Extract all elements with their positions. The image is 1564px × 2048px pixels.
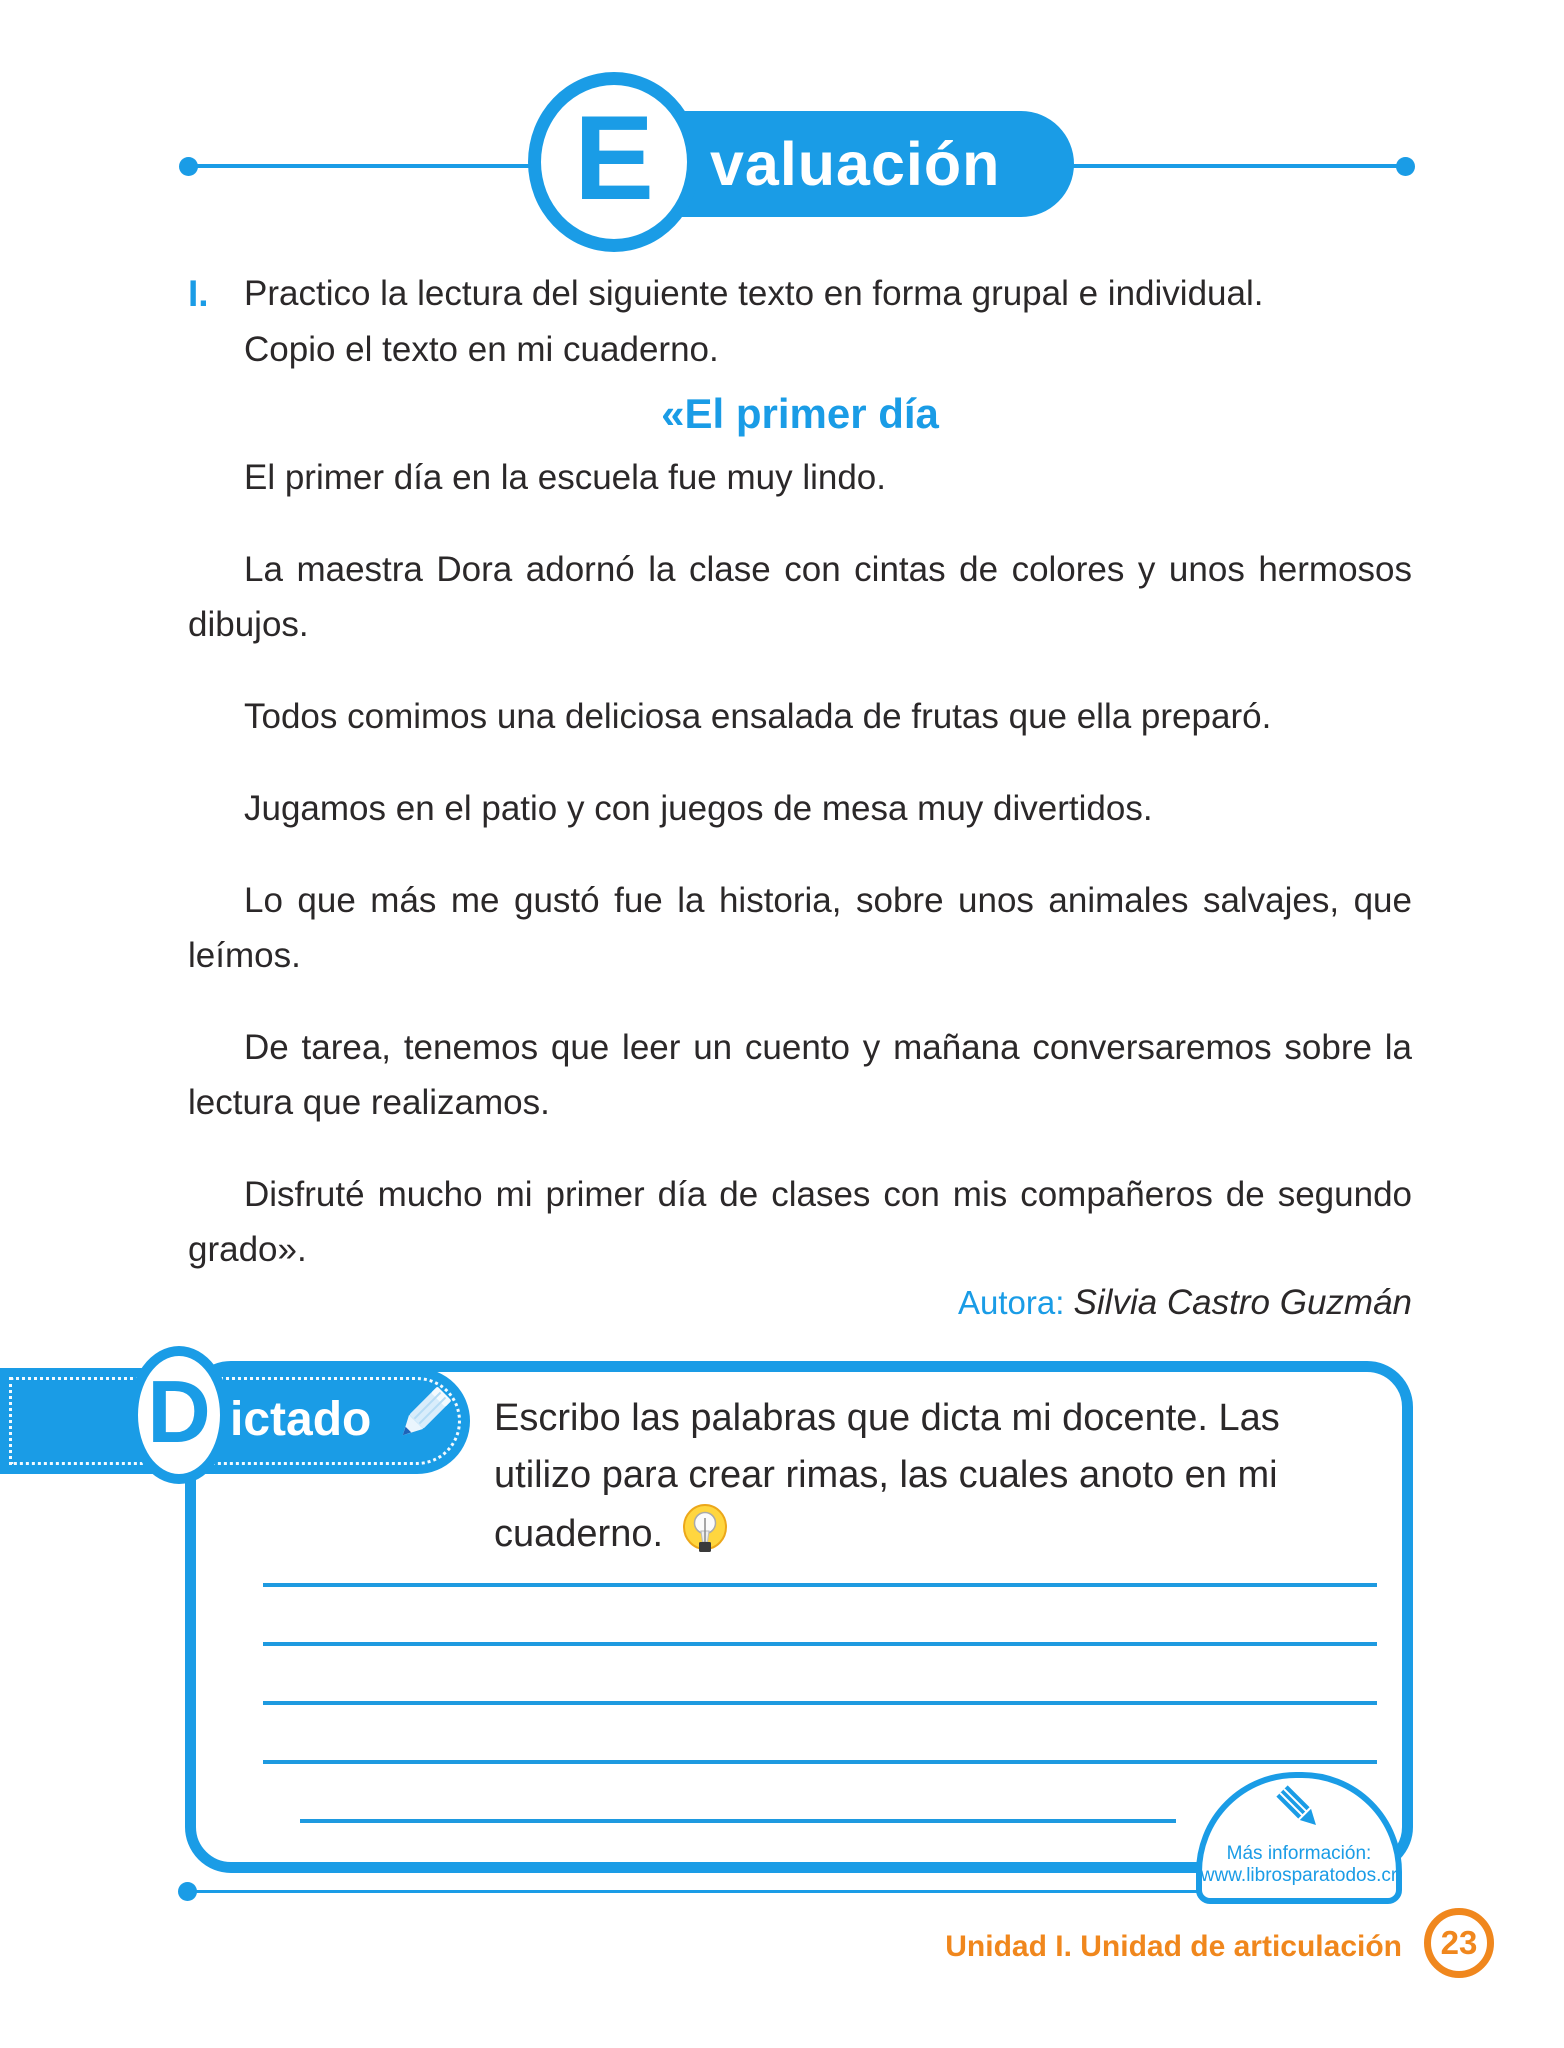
- dictado-initial-letter: D: [147, 1362, 211, 1461]
- writing-line: [263, 1701, 1377, 1705]
- writing-line: [263, 1642, 1377, 1646]
- writing-line: [300, 1819, 1176, 1823]
- dictado-banner: [0, 1362, 470, 1474]
- author-line: [188, 1283, 1412, 1323]
- reading-paragraph: Todos comimos una deliciosa ensalada de frutas que ella preparó.: [244, 697, 1272, 736]
- exercise-number: I.: [188, 273, 209, 314]
- dictado-banner-label: ictado: [230, 1393, 372, 1446]
- reading-paragraph: La maestra Dora adornó la clase con cintas de colores y unos hermosos dibujos.: [188, 550, 1412, 644]
- dictado-instruction: [494, 1390, 1330, 1575]
- header-initial-letter: E: [573, 91, 655, 225]
- more-info-line1: Más información:: [1226, 1843, 1372, 1864]
- reading-paragraph: Lo que más me gustó fue la historia, sobre unos animales salvajes, que leímos.: [188, 881, 1412, 975]
- exercise-item: [188, 266, 1416, 378]
- dictado-instruction-text: Escribo las palabras que dicta mi docente. Las utilizo para crear rimas, las cuales anoto en mi cuaderno.: [494, 1397, 1280, 1555]
- header-rule-right-dot: [1396, 157, 1415, 176]
- pencil-icon: [378, 1378, 460, 1465]
- reading-title: «El primer día: [661, 390, 939, 437]
- exercise-instruction-line1: Practico la lectura del siguiente texto en forma grupal e individual.: [244, 274, 1264, 313]
- page-number-badge: [1424, 1908, 1494, 1978]
- reading-paragraph: El primer día en la escuela fue muy lindo.: [244, 458, 886, 497]
- dictado-initial-badge: [128, 1346, 230, 1484]
- reading-paragraph: Jugamos en el patio y con juegos de mesa muy divertidos.: [244, 789, 1153, 828]
- bottom-rule: [186, 1890, 1202, 1893]
- exercise-instruction-line2: Copio el texto en mi cuaderno.: [244, 330, 719, 369]
- author-label: Autora:: [957, 1284, 1065, 1321]
- reading-paragraph: Disfruté mucho mi primer día de clases con mis compañeros de segundo grado».: [188, 1175, 1412, 1269]
- page-number: 23: [1440, 1924, 1478, 1961]
- footer-unit-label: Unidad I. Unidad de articulación: [945, 1930, 1402, 1963]
- header-initial-badge: [528, 72, 700, 252]
- header-rule-left-dot: [179, 157, 198, 176]
- more-info-url: www.librosparatodos.cr: [1200, 1865, 1398, 1886]
- bottom-rule-left-dot: [178, 1882, 197, 1901]
- exercise-instruction: [244, 266, 1263, 378]
- header-banner-label: valuación: [710, 130, 1001, 198]
- writing-line: [263, 1583, 1377, 1587]
- pencil-icon: [1272, 1782, 1326, 1843]
- writing-line: [263, 1760, 1377, 1764]
- author-name: Silvia Castro Guzmán: [1073, 1283, 1412, 1322]
- reading-paragraph: De tarea, tenemos que leer un cuento y mañana conversaremos sobre la lectura que realizamos.: [188, 1028, 1412, 1122]
- lightbulb-icon: [682, 1504, 728, 1575]
- reading-text: [188, 450, 1412, 1323]
